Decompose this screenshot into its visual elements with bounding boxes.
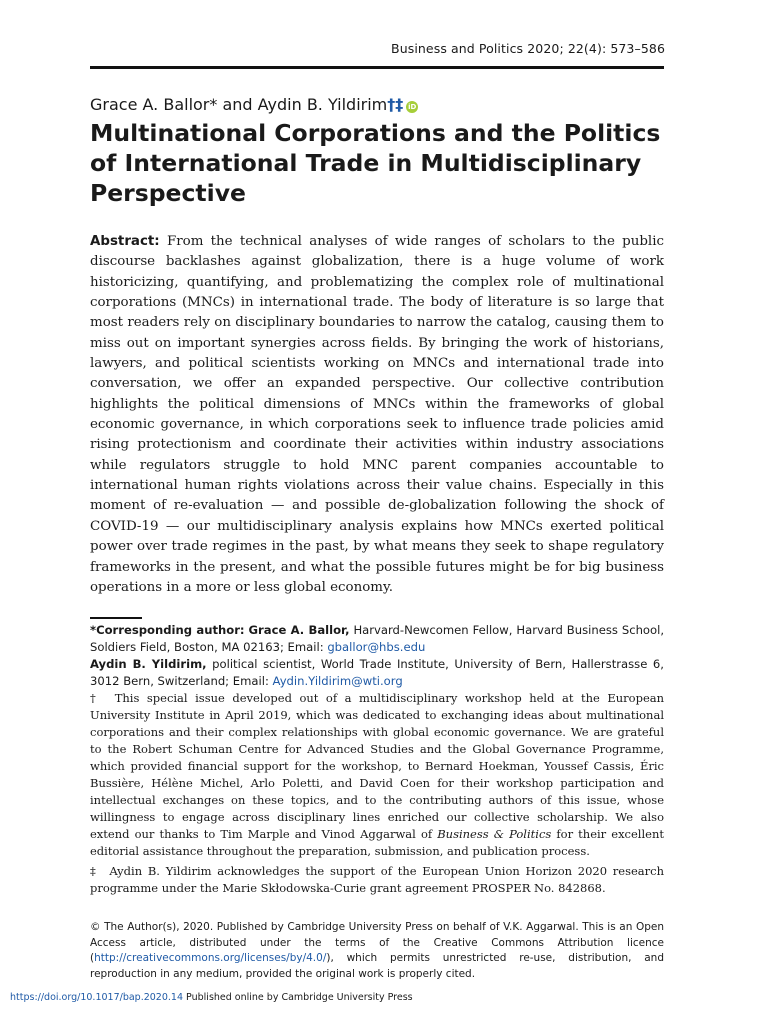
dagger-text: This special issue developed out of a multidisciplinary workshop held at the European University Institute in April 2019, which was dedicated to exchanging ideas about multinational corporations and their complex relationships with global economic governance. We are grateful to the Robert Schuman Centre for Advanced Studies and the Global Governance Programme, which provided financial support for the workshop, to Bernard Hoekman, Youssef Cassis, Éric Bussière, Hélène Michel, Arlo Poletti, and David Coen for their workshop participation and intellectual exchanges on these topics, and to the contributing authors of this issue, whose willingness to engage across disciplinary lines enriched our collective scholarship. We also extend our thanks to Tim Marple and Vinod Aggarwal of — [90, 691, 665, 841]
corresponding-name: Grace A. Ballor, — [248, 623, 350, 637]
author-names: Grace A. Ballor* and Aydin B. Yildirim — [90, 95, 388, 114]
footnote-rule — [90, 617, 142, 619]
license-text: © The Author(s), 2020. Published by Cambridge University Press on behalf of V.K. Aggarwal. This is an Open Access article, distributed under the terms of the Creative Commons Attribution licence ( — [90, 921, 664, 965]
journal-name: Business & Politics — [437, 827, 552, 841]
author-line — [90, 95, 418, 114]
header-rule — [90, 66, 664, 69]
author-footnote-marks[interactable]: †‡ — [387, 95, 404, 114]
dagger-text-end: for their excellent editorial assistance throughout the preparation, submission, and publication process. — [90, 827, 664, 858]
double-dagger-text: Aydin B. Yildirim acknowledges the support of the European Union Horizon 2020 research programme under the Marie Skłodowska-Curie grant agreement PROSPER No. 842868. — [90, 864, 664, 895]
orcid-icon[interactable]: iD — [408, 103, 417, 111]
license-text-end: ), which permits unrestricted re-use, distribution, and reproduction in any medium, provided the original work is properly cited. — [90, 952, 664, 980]
dagger-symbol: † — [90, 691, 100, 705]
footer — [10, 992, 413, 1003]
second-author-name: Aydin B. Yildirim, — [90, 657, 207, 671]
running-head: Business and Politics 2020; 22(4): 573–586 — [391, 41, 665, 56]
published-online: Published online by Cambridge University Press — [186, 992, 413, 1003]
corresponding-affiliation: Harvard-Newcomen Fellow, Harvard Business School, Soldiers Field, Boston, MA 02163; Email: — [90, 623, 665, 654]
license-notice — [90, 920, 664, 982]
corresponding-label: *Corresponding author: — [90, 623, 245, 637]
second-author-email-link[interactable]: Aydin.Yildirim@wti.org — [272, 674, 403, 688]
license-link[interactable]: http://creativecommons.org/licenses/by/4.0/ — [94, 952, 327, 965]
abstract — [90, 232, 664, 598]
corresponding-email-link[interactable]: gballor@hbs.edu — [327, 640, 426, 654]
footnote-corresponding-author — [90, 622, 664, 656]
double-dagger-symbol: ‡ — [90, 864, 98, 878]
doi-link[interactable]: https://doi.org/10.1017/bap.2020.14 — [10, 992, 184, 1003]
footnote-dagger — [90, 690, 664, 860]
footnote-second-author — [90, 656, 664, 690]
abstract-text: From the technical analyses of wide ranges of scholars to the public discourse backlashes against globalization, there is a huge volume of work historicizing, quantifying, and problematizing the complex role of multinational corporations (MNCs) in international trade. The body of literature is so large that most readers rely on disciplinary boundaries to narrow the catalog, causing them to miss out on important synergies across fields. By bringing the work of historians, lawyers, and political scientists working on MNCs and international trade into conversation, we offer an expanded perspective. Our collective contribution highlights the political dimensions of MNCs within the frameworks of global economic governance, in which corporations seek to influence trade policies amid rising protectionism and coordinate their activities within industry associations while regulators struggle to hold MNC parent companies accountable to international human rights violations across their value chains. Especially in this moment of re-evaluation — and possible de-globalization following the shock of COVID-19 — our multidisciplinary analysis explains how MNCs exerted political power over trade regimes in the past, by what means they seek to shape regulatory frameworks in the present, and what the possible futures might be for big business operations in a more or less global economy. — [90, 234, 664, 595]
article-title: Multinational Corporations and the Politics of International Trade in Multidisciplinary Perspective — [90, 119, 661, 207]
footnote-double-dagger — [90, 863, 664, 897]
abstract-label: Abstract: — [90, 234, 160, 249]
second-author-affiliation: political scientist, World Trade Institute, University of Bern, Hallerstrasse 6, 3012 Bern, Switzerland; Email: — [90, 657, 664, 688]
